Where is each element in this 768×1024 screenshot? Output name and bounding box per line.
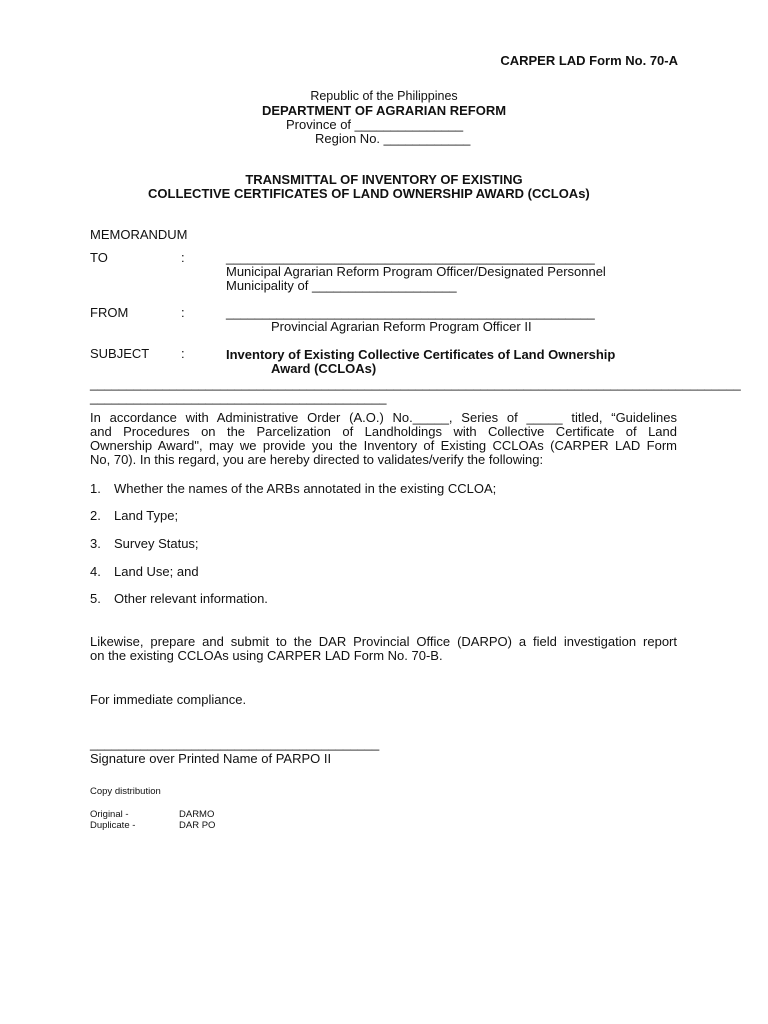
subject-line-1: Inventory of Existing Collective Certificates of Land Ownership [226, 347, 616, 362]
list-item [90, 508, 178, 523]
subject-label: SUBJECT [90, 346, 150, 361]
list-item-text: Survey Status; [114, 536, 199, 551]
header-department: DEPARTMENT OF AGRARIAN REFORM [261, 103, 507, 118]
to-colon: : [181, 250, 185, 265]
from-position: Provincial Agrarian Reform Program Officer II [271, 319, 532, 334]
list-item-text: Land Type; [114, 508, 179, 523]
from-colon: : [181, 305, 185, 320]
list-item [90, 481, 496, 496]
separator-rule-1: __________________________________________________________________________________________ [90, 376, 741, 391]
header-province: Province of _______________ [286, 117, 464, 132]
form-number: CARPER LAD Form No. 70-A [500, 53, 678, 68]
from-blank-line: ___________________________________________________ [226, 305, 595, 320]
list-item [90, 591, 268, 606]
header-region: Region No. ____________ [315, 131, 471, 146]
subject-colon: : [181, 346, 185, 361]
paragraph-line-2: and Procedures on the Parcelization of Landholdings with Collective Certificate of Land [90, 424, 677, 439]
paragraph-line-4: No, 70). In this regard, you are hereby directed to validates/verify the following: [90, 452, 544, 467]
from-label: FROM [90, 305, 129, 320]
paragraph-line-3: Ownership Award", may we provide you the Inventory of Existing CCLOAs (CARPER LAD Form [90, 438, 677, 453]
copy-row [90, 820, 215, 831]
to-municipality: Municipality of ____________________ [226, 278, 457, 293]
header-republic: Republic of the Philippines [310, 89, 458, 103]
copy-row [90, 809, 214, 820]
title-line-2: COLLECTIVE CERTIFICATES OF LAND OWNERSHIP AWARD (CCLOAs) [148, 186, 590, 201]
subject-line-2: Award (CCLOAs) [271, 361, 377, 376]
list-item-text: Whether the names of the ARBs annotated in the existing CCLOA; [114, 481, 497, 496]
to-position: Municipal Agrarian Reform Program Officer/Designated Personnel [226, 264, 606, 279]
copy-row-label: Duplicate - [90, 820, 136, 831]
copy-row-label: Original - [90, 809, 129, 820]
copy-row-value: DAR PO [179, 820, 216, 831]
copy-row-value: DARMO [179, 809, 215, 820]
list-item-number: 4. [90, 564, 101, 579]
list-item-number: 5. [90, 591, 101, 606]
likewise-line-1: Likewise, prepare and submit to the DAR Provincial Office (DARPO) a field investigation report [90, 634, 677, 649]
copy-distribution-heading: Copy distribution [90, 786, 161, 797]
list-item-number: 1. [90, 481, 101, 496]
signature-line: ________________________________________ [90, 736, 380, 751]
list-item-text: Land Use; and [114, 564, 199, 579]
list-item-number: 2. [90, 508, 101, 523]
signature-label: Signature over Printed Name of PARPO II [90, 751, 332, 766]
to-blank-line: ___________________________________________________ [226, 250, 595, 265]
title-line-1: TRANSMITTAL OF INVENTORY OF EXISTING [245, 172, 523, 187]
list-item [90, 536, 199, 551]
memorandum-label: MEMORANDUM [90, 227, 188, 242]
compliance-text: For immediate compliance. [90, 692, 247, 707]
list-item-number: 3. [90, 536, 101, 551]
to-label: TO [90, 250, 108, 265]
list-item [90, 564, 199, 579]
list-item-text: Other relevant information. [114, 591, 268, 606]
likewise-line-2: on the existing CCLOAs using CARPER LAD Form No. 70-B. [90, 648, 443, 663]
paragraph-line-1: In accordance with Administrative Order (A.O.) No._____, Series of _____ titled, “Guidelines [90, 410, 677, 425]
separator-rule-2: _________________________________________ [90, 390, 387, 405]
